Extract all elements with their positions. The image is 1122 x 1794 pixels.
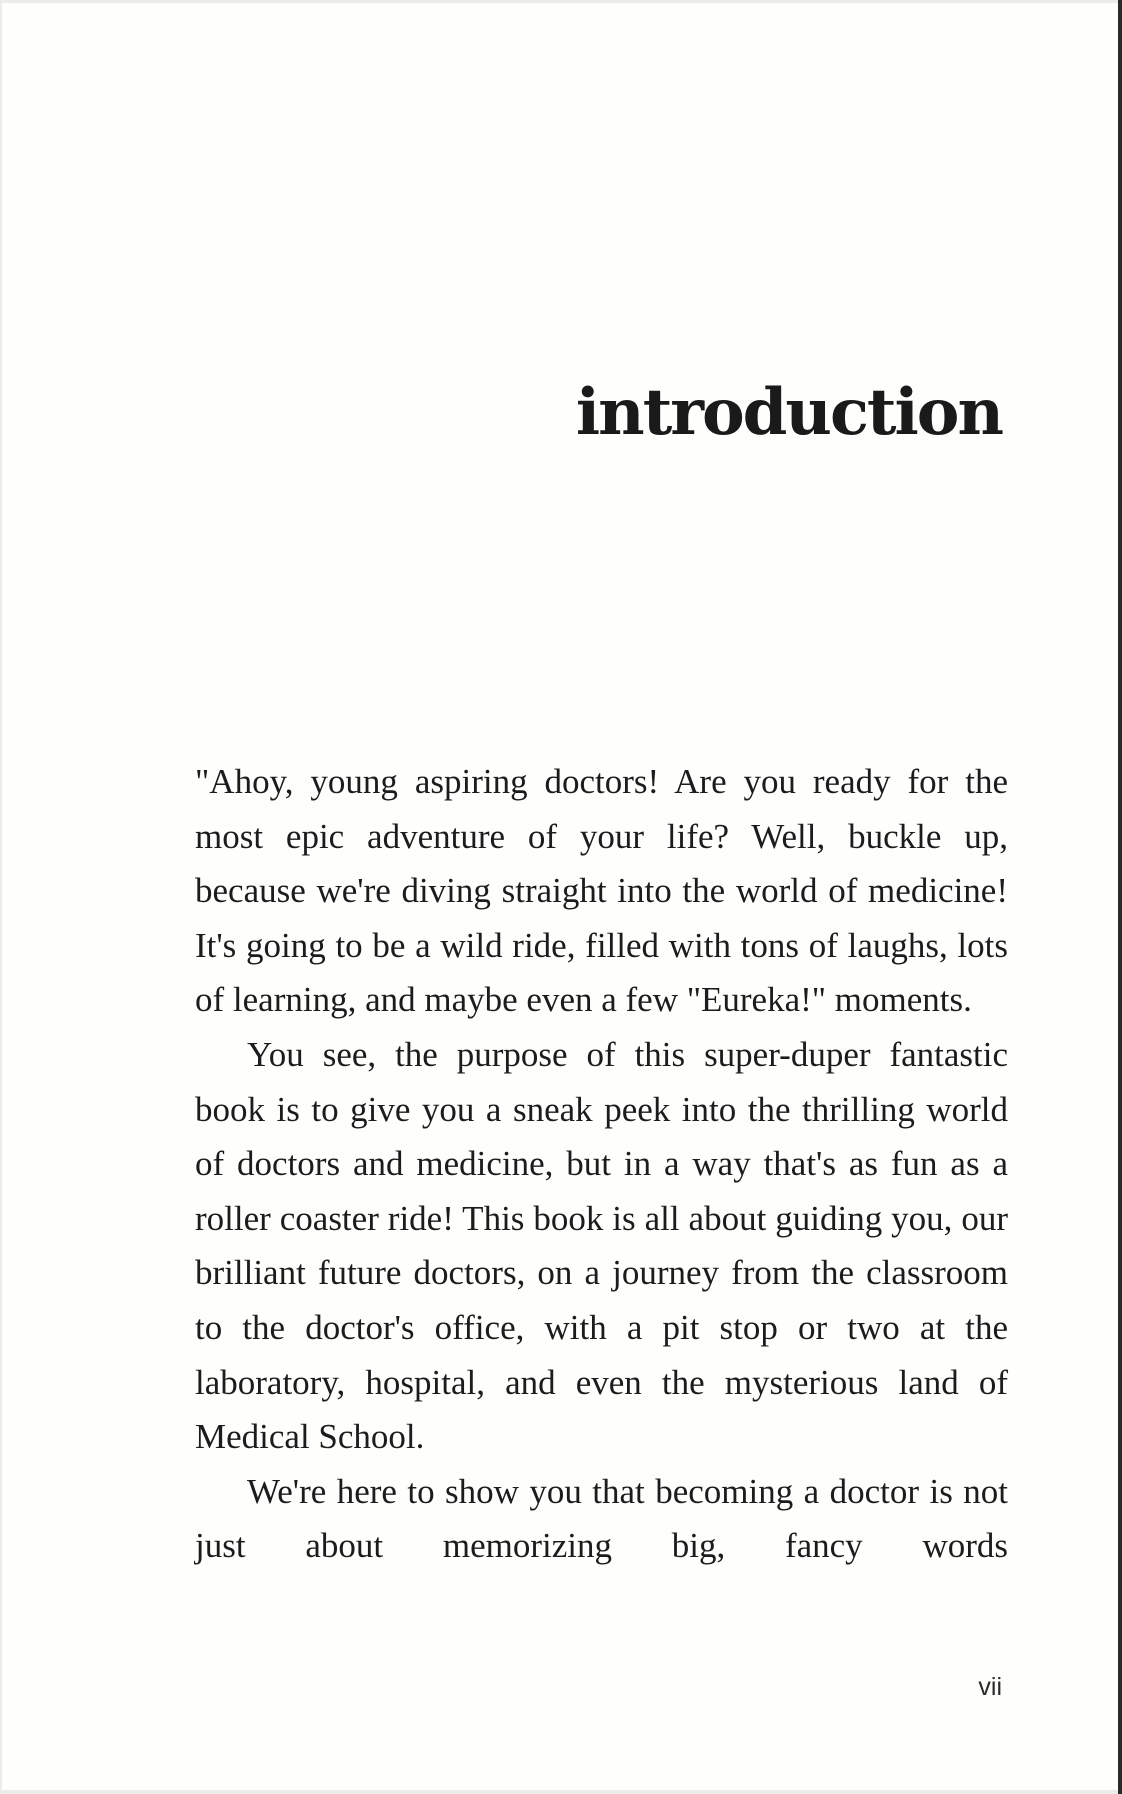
paragraph-1: "Ahoy, young aspiring doctors! Are you ready for the most epic adventure of your life? Well, buckle up, because we're diving straight into the world of medicine! It's going to be a wild ride, filled with tons of laughs, lots of learning, and maybe even a few "Eureka!" moments. (195, 762, 1008, 1020)
body-text (195, 755, 1008, 1574)
chapter-title: introduction (575, 375, 1002, 450)
page-number: vii (978, 1673, 1002, 1701)
page-edge-border (1118, 0, 1122, 1794)
book-page (2, 3, 1119, 1790)
paragraph-2: You see, the purpose of this super-duper fantastic book is to give you a sneak peek into the thrilling world of doctors and medicine, but in a way that's as fun as a roller coaster ride! This book is all about guiding you, our brilliant future doctors, on a journey from the classroom to the doctor's office, with a pit stop or two at the laboratory, hospital, and even the mysterious land of Medical School. (195, 1034, 1008, 1457)
paragraph-3: We're here to show you that becoming a doctor is not just about memorizing big, fancy words (195, 1471, 1008, 1566)
